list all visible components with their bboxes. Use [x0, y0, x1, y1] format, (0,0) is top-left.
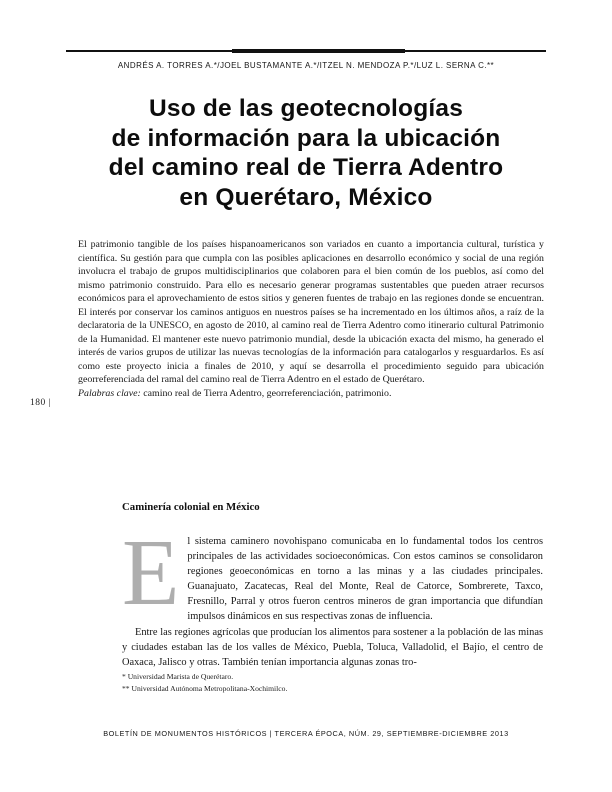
- footnotes-block: [122, 671, 543, 694]
- dropcap-letter: E: [122, 521, 180, 625]
- keywords-line: [78, 387, 544, 401]
- footnote-1: * Universidad Marista de Querétaro.: [122, 672, 234, 681]
- title-line-2: de información para la ubicación: [111, 124, 501, 152]
- title-line-1: Uso de las geotecnologías: [148, 95, 464, 122]
- authors-line: ANDRÉS A. TORRES A.*/JOEL BUSTAMANTE A.*/ITZEL N. MENDOZA P.*/LUZ L. SERNA C.**: [117, 61, 495, 70]
- journal-footer: BOLETÍN DE MONUMENTOS HISTÓRICOS | TERCERA ÉPOCA, NÚM. 29, SEPTIEMBRE-DICIEMBRE 2013: [103, 729, 509, 738]
- abstract-text: El patrimonio tangible de los países hispanoamericanos son variados en cuanto a importancia cultural, turística y científica. Su gestión para que cumpla con las posibles aplicaciones en desarrollo económico y social de una región involucra el trabajo de grupos multidisciplinarios que colaboren para el bien común de los pueblos, así como del mismo patrimonio construido. Para ello es necesario generar programas sustentables que pueden atraer recursos económicos para el aprovechamiento de estos sitios y generen fuentes de trabajo en las regiones donde se encuentran. El interés por conservar los caminos antiguos en nuestros países se ha incrementado en los últimos años, a raíz de la declaratoria de la UNESCO, en agosto de 2010, al camino real de Tierra Adentro como itinerario cultural Patrimonio de la Humanidad. El mantener este nuevo patrimonio mundial, desde la ubicación exacta del mismo, ha generado el interés de varios grupos de utilizar las nuevas tecnologías de la información para catalogarlos y resguardarlos. Es así como este proyecto inicia a finales de 2010, y aquí se desarrolla el procedimiento seguido para ubicación georreferenciada del ramal del camino real de Tierra Adentro en el estado de Querétaro.: [78, 239, 544, 386]
- keywords-text: camino real de Tierra Adentro, georreferenciación, patrimonio.: [140, 388, 392, 400]
- body-paragraph-1: [122, 521, 543, 625]
- article-title: [36, 94, 576, 212]
- page-number: 180 |: [30, 398, 52, 408]
- footnote-2: ** Universidad Autónoma Metropolitana-Xochimilco.: [122, 683, 288, 693]
- body-paragraph-1-text: l sistema caminero novohispano comunicaba en lo fundamental todos los centros principales de las actividades socioeconómicas. Con estos caminos se consolidaron regiones geoeconómicas en torno a las minas y a las ciudades principales. Guanajuato, Zacatecas, Real del Monte, Real de Catorce, Sombrerete, Taxco, Fresnillo, Parral y otros fueron centros mineros de gran importancia que difundían impulsos dinámicos en sus respectivas zonas de influencia.: [187, 536, 543, 623]
- title-line-4: en Querétaro, México: [179, 183, 433, 211]
- abstract-block: [78, 238, 544, 401]
- header-rule-thick: [232, 49, 405, 53]
- section-heading: Caminería colonial en México: [122, 501, 260, 513]
- keywords-label: Palabras clave:: [78, 388, 141, 400]
- body-paragraph-2: Entre las regiones agrícolas que producían los alimentos para sostener a la población de las minas y ciudades estaban las de los valles de México, Puebla, Toluca, Valladolid, el Bajío, el centro de Oaxaca, Jalisco y otras. También tenían importancia algunas zonas tro-: [122, 626, 543, 668]
- title-line-3: del camino real de Tierra Adentro: [108, 154, 504, 181]
- body-text-column: [122, 521, 543, 670]
